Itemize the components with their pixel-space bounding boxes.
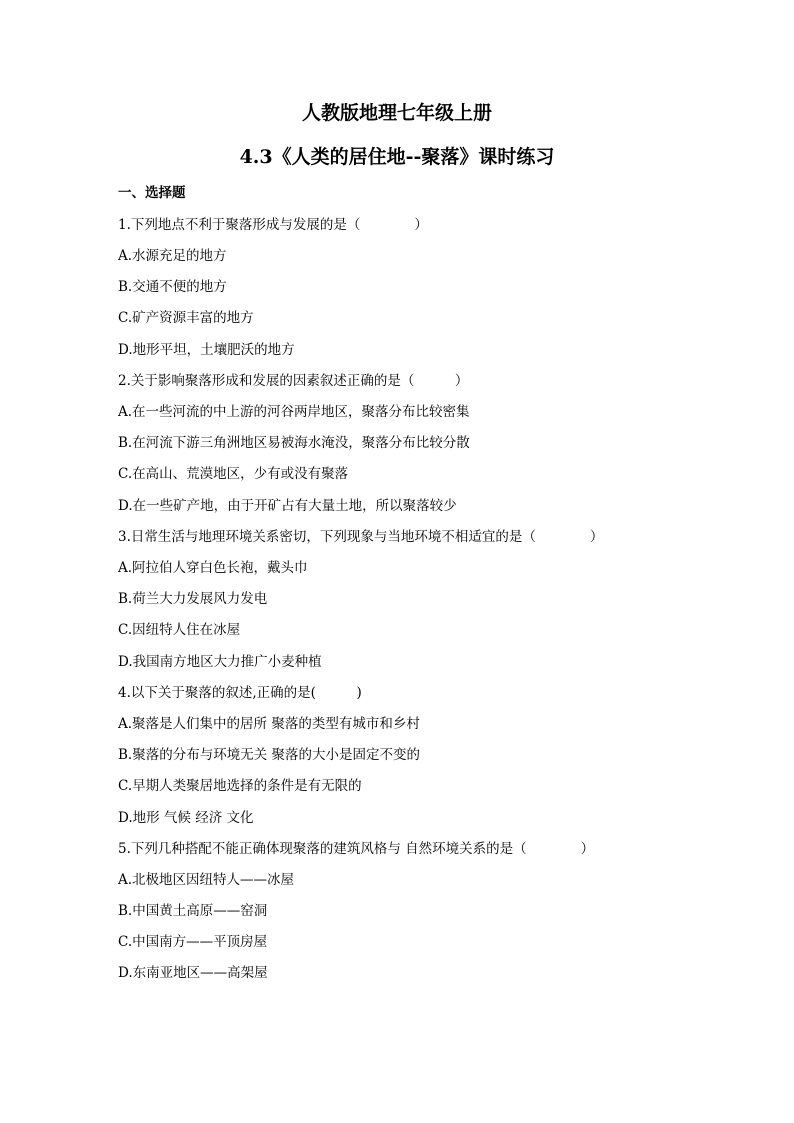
question-2: 2.关于影响聚落形成和发展的因素叙述正确的是（ ） <box>118 373 469 389</box>
question-3-option-b: B.荷兰大力发展风力发电 <box>118 591 268 607</box>
question-1-option-b: B.交通不便的地方 <box>118 279 227 295</box>
question-4-option-d: D.地形 气候 经济 文化 <box>118 810 254 826</box>
question-5: 5.下列几种搭配不能正确体现聚落的建筑风格与 自然环境关系的是（ ） <box>118 841 595 857</box>
document-title: 人教版地理七年级上册 <box>301 102 492 124</box>
question-2-option-b: B.在河流下游三角洲地区易被海水淹没，聚落分布比较分散 <box>118 435 470 451</box>
question-2-option-c: C.在高山、荒漠地区，少有或没有聚落 <box>118 466 349 482</box>
question-5-option-c: C.中国南方——平顶房屋 <box>118 934 268 950</box>
question-4-option-c: C.早期人类聚居地选择的条件是有无限的 <box>118 778 362 794</box>
question-2-option-d: D.在一些矿产地，由于开矿占有大量土地，所以聚落较少 <box>118 498 457 514</box>
question-3-option-c: C.因纽特人住在冰屋 <box>118 622 241 638</box>
question-5-option-d: D.东南亚地区——高架屋 <box>118 965 268 981</box>
question-1-option-c: C.矿产资源丰富的地方 <box>118 310 254 326</box>
question-3: 3.日常生活与地理环境关系密切，下列现象与当地环境不相适宜的是（ ） <box>118 529 604 545</box>
section-heading: 一、选择题 <box>118 185 186 201</box>
question-4-option-a: A.聚落是人们集中的居所 聚落的类型有城市和乡村 <box>118 716 420 732</box>
question-1: 1.下列地点不利于聚落形成与发展的是（ ） <box>118 217 428 233</box>
question-1-option-d: D.地形平坦，土壤肥沃的地方 <box>118 342 295 358</box>
question-2-option-a: A.在一些河流的中上游的河谷两岸地区，聚落分布比较密集 <box>118 404 470 420</box>
document-subtitle: 4.3《人类的居住地--聚落》课时练习 <box>239 146 555 168</box>
question-5-option-a: A.北极地区因纽特人——冰屋 <box>118 872 295 888</box>
question-4-option-b: B.聚落的分布与环境无关 聚落的大小是固定不变的 <box>118 747 421 763</box>
question-3-option-d: D.我国南方地区大力推广小麦种植 <box>118 654 322 670</box>
question-3-option-a: A.阿拉伯人穿白色长袍，戴头巾 <box>118 560 308 576</box>
question-1-option-a: A.水源充足的地方 <box>118 248 227 264</box>
question-5-option-b: B.中国黄土高原——窑洞 <box>118 903 268 919</box>
question-4: 4.以下关于聚落的叙述,正确的是( ) <box>118 685 362 701</box>
